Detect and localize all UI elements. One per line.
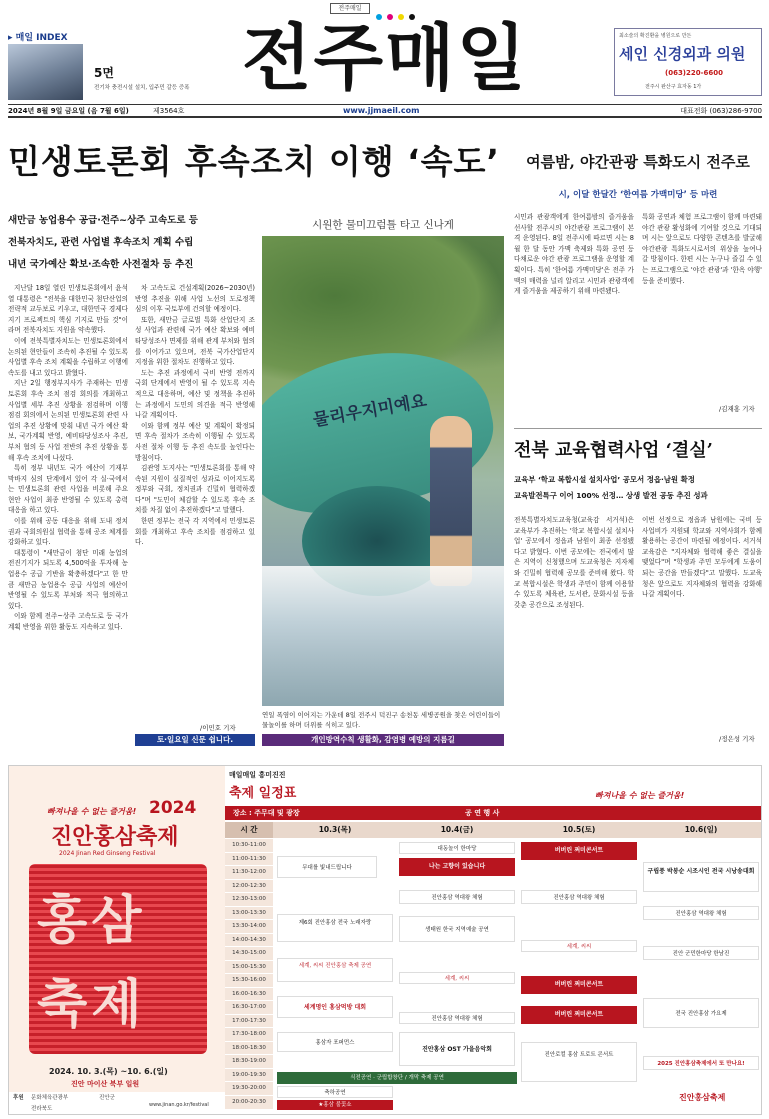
photo-title: 시원한 물미끄럼틀 타고 신나게	[312, 219, 454, 231]
date-line: 2024년 8월 9일 금요일 (음 7월 6일)	[8, 107, 129, 115]
lead-paragraph: 대통령이 "새만금이 첨단 미래 농업의 전진기지가 되도록 4,500억을 투자해 농업용수 공급 기반을 확충하겠다"고 한 만큼 새만금 농업용수 공급 사업의 예산이 반영될 수 있도록 부처와 적극 협의하고 있다.	[8, 548, 128, 610]
event-block: 세계, 씨씨	[521, 940, 637, 952]
lead-paragraph: 김관영 도지사는 "민생토론회를 통해 약속된 지원이 실질적인 성과로 이어지도록 정부와 국회, 정치권과 긴밀히 협력하겠다"며 "도민이 체감할 수 있도록 후속 조치를 차질 없이 추진하겠다"고 말했다.	[135, 464, 255, 515]
event-block: 세계, 씨씨	[399, 972, 515, 984]
side2-column-1: 전북특별자치도교육청(교육감 서거석)은 교육부가 추진하는 '학교 복합시설 설치사업' 공모에서 정읍과 남원이 최종 선정됐다고 밝혔다. 이번 공모에는 전국에서 많은 지역이 신청했으며 도교육청은 지자체와 긴밀히 협력해 공모를 준비해 왔다. 학교 복합시설은 학생과 주민이 함께 이용할 수 있도록 체육관, 도서관, 문화시설 등을 갖춘 공간으로 조성된다.	[514, 516, 634, 609]
child-figure	[430, 416, 472, 586]
schedule-header	[225, 766, 762, 806]
newspaper-title: 전주매일	[241, 16, 529, 100]
index-label-text: 매일 INDEX	[15, 33, 68, 43]
event-block: 생태원 한국 지역예술 공연	[399, 916, 515, 942]
lead-headline: 민생토론회 후속조치 이행 ‘속도’	[8, 142, 500, 181]
time-slot: 14:00-14:30	[225, 934, 273, 948]
place-bar	[225, 806, 762, 820]
time-slot: 18:00-18:30	[225, 1042, 273, 1056]
lead-column-2	[135, 283, 255, 723]
event-block: 진안홍삼 역대왕 체험	[399, 890, 515, 904]
time-slot: 15:30-16:00	[225, 974, 273, 988]
side1-byline: /김재홍 기자	[719, 405, 755, 413]
time-slot: 17:30-18:00	[225, 1028, 273, 1042]
festival-web[interactable]: www.jinan.go.kr/festival	[149, 1102, 209, 1108]
event-block: 진안 군민한마당 한남진	[643, 946, 759, 960]
health-banner: 개인방역수칙 생활화, 감염병 예방의 지름길	[262, 734, 504, 746]
top-ad[interactable]	[614, 28, 762, 96]
time-slot: 14:30-15:00	[225, 947, 273, 961]
index-box	[8, 30, 238, 102]
day-header: 10.5(토)	[562, 825, 596, 834]
poster-big-char-2: 축제	[37, 975, 146, 1035]
ear-label-box: 전주매일	[330, 3, 370, 14]
event-block: 버버린 쩌미콘서트	[521, 976, 637, 994]
schedule-head-2: 축제 일정표	[229, 786, 297, 801]
index-desc: 전기차 충전시설 설치, 입주민 갈등 증폭	[94, 85, 190, 91]
event-block: 구립풍 박봉순 시조시인 전국 시낭송대회	[643, 862, 759, 892]
lead-paragraph: 이를 위해 공동 대응을 위해 도내 정치권과 국회의원실 협력을 통해 공조 체계를 강화하고 있다.	[8, 517, 128, 547]
time-slot: 15:00-15:30	[225, 961, 273, 975]
lead-paragraph: 이에 전북특별자치도는 민생토론회에서 논의된 현안들이 조속히 추진될 수 있도록 사업별 후속 조치 계획을 수립하고 이행에 속도를 내고 있다고 밝혔다.	[8, 336, 128, 377]
weekend-notice: 토·일요일 신문 쉽니다.	[135, 734, 255, 746]
side1-box	[514, 148, 762, 418]
lead-paragraph: 또한, 새만금 글로벌 특화 산업단지 조성 사업과 관련해 국가 예산 확보와 예비타당성조사 면제를 위해 관계 부처와 협의를 이어가고 있으며, 전북 국가산업단지 지정을 위한 절차도 진행하고 있다.	[135, 315, 255, 367]
event-block: 진안홍삼 역대왕 체험	[399, 1012, 515, 1024]
time-slot: 13:00-13:30	[225, 907, 273, 921]
photo-caption: 연일 폭염이 이어지는 가운데 8일 전주시 덕진구 송천동 세병공원을 찾은 어린이들이 물놀이를 하며 더위를 식히고 있다.	[262, 711, 501, 729]
day-header: 10.3(목)	[318, 825, 352, 834]
sponsor: 후원	[13, 1095, 24, 1101]
time-slot: 12:30-13:00	[225, 893, 273, 907]
ad-clinic-name: 세인 신경외과 의원	[619, 45, 746, 63]
phone-number: 대표전화 (063)286-9700	[680, 107, 762, 115]
poster-tagline: 빠져나올 수 없는 즐거움!	[47, 807, 137, 816]
side2-headline: 전북 교육협력사업 ‘결실’	[514, 440, 713, 461]
index-page: 5면	[94, 66, 114, 80]
col-time-header: 시 간	[225, 822, 273, 838]
lead-paragraph: 이와 함께 정부 예산 및 계획이 확정되면 후속 절차가 조속히 이행될 수 있도록 사전 절차 이행 등 추진 속도를 높인다는 방침이다.	[135, 421, 255, 462]
time-slot: 19:00-19:30	[225, 1069, 273, 1083]
time-slot: 19:30-20:00	[225, 1082, 273, 1096]
index-arrow-icon: ▸	[8, 33, 16, 43]
event-block: 진안홍삼 OST 가을음악회	[399, 1032, 515, 1066]
lead-sub: 새만금 농업용수 공급·전주~상주 고속도로 등	[8, 215, 198, 226]
website-link[interactable]: www.jjmaeil.com	[343, 106, 420, 115]
event-block: 세계명인 홍삼먹방 대회	[277, 996, 393, 1018]
poster-name-en: 2024 Jinan Red Ginseng Festival	[59, 850, 156, 857]
lead-sub: 전북자치도, 관련 사업별 후속조치 계획 수립	[8, 237, 194, 248]
place-label: 장소 : 주무대 및 광장	[233, 809, 300, 817]
poster-name: 진안홍삼축제	[51, 825, 179, 850]
time-slot: 16:00-16:30	[225, 988, 273, 1002]
festival-logo: 진안홍삼축제	[679, 1093, 726, 1102]
lead-sub: 내년 국가예산 확보·조속한 사전절차 등 추진	[8, 259, 194, 270]
slide-text: 물리우지미예요	[311, 391, 429, 431]
event-block: 버버린 쩌미콘서트	[521, 842, 637, 860]
water-slide-photo	[262, 236, 504, 706]
lead-subheads	[8, 210, 258, 276]
event-block: 식전공연 · 군립합창단 / 개막 축제 공연	[277, 1072, 517, 1084]
side2-sub: 교육발전특구 이어 100% 선정… 상생 발전 공동 추진 성과	[514, 491, 708, 500]
event-block: 대동놀이 한마당	[399, 842, 515, 854]
lead-paragraph: 특히 정부 내년도 국가 예산이 기재부 막바지 심의 단계에서 있어 각 실·국에서는 민생토론회 관련 사업을 비롯해 주요 현안 사업이 최종 반영될 수 있도록 총력 대응을 하고 있다.	[8, 464, 128, 515]
time-column	[225, 839, 273, 1109]
side1-column-2: 특화 공연과 체험 프로그램이 함께 마련돼 야간 관광 활성화에 기여할 것으로 기대되며 시는 앞으로도 다양한 콘텐츠를 발굴해 야간관광 특화도시로서의 위상을 높여나갈 방침이다. 한편 시는 누구나 즐길 수 있는 프로그램으로 '야간 관광'과 '한옥 야행' 등을 준비했다.	[642, 213, 762, 285]
sponsor: 전라북도	[31, 1106, 53, 1112]
poster-venue: 진안 마이산 북부 일원	[71, 1080, 140, 1088]
masthead	[0, 0, 769, 128]
cmyk-marks	[376, 5, 436, 13]
ad-phone: (063)220-6600	[665, 69, 724, 77]
lead-paragraph: 한편 정부는 전국 각 지역에서 민생토론회를 개최하고 후속 조치를 점검하고 있다.	[135, 517, 255, 547]
time-slot: 12:00-12:30	[225, 880, 273, 894]
splash-water	[262, 566, 504, 706]
ad-address: 전주시 완산구 효자동 1가	[645, 84, 702, 90]
event-block: 진안로컬 홍삼 트로트 콘서트	[521, 1042, 637, 1082]
lead-paragraph: 차 고속도로 건설계획(2026~2030년) 반영 추진을 위해 사업 노선의 도로정책 심의 이후 국토부에 건의할 예정이다.	[135, 284, 255, 314]
lead-paragraph: 이와 함께 전주~상주 고속도로 등 국가계획 반영을 위한 활동도 지속하고 있다.	[8, 612, 128, 631]
index-label	[8, 30, 68, 43]
lead-column-1	[8, 283, 128, 723]
event-block: 나는 고향이 있습니다	[399, 858, 515, 876]
events-label: 공 연 행 사	[465, 809, 500, 817]
side2-box	[514, 428, 762, 748]
ad-top-line: 최소술의 확진환을 병원으로 만든	[619, 33, 692, 39]
event-block: 진안홍삼 역대왕 체험	[521, 890, 637, 904]
side1-headline: 여름밤, 야간관광 특화도시 전주로	[526, 153, 750, 171]
event-block: 축하공연	[277, 1086, 393, 1098]
side2-column-2: 이번 선정으로 정읍과 남원에는 국비 등 사업비가 지원돼 학교와 지역사회가 함께 활용하는 공간이 마련될 예정이다. 서거석 교육감은 "지자체와 협력해 좋은 결실을 맺었다"며 "학생과 주민 모두에게 도움이 되는 공간을 만들겠다"고 말했다. 도교육청은 앞으로도 지자체와의 협력을 강화해 나갈 계획이다.	[642, 516, 762, 599]
poster-big-char-1: 홍삼	[37, 891, 146, 951]
event-block: 2025 진안홍삼축제에서 또 만나요!	[643, 1056, 759, 1070]
event-block: 무대를 빛내드립니다	[277, 856, 377, 878]
event-block: 제6회 진안홍삼 전국 노래자랑	[277, 914, 393, 942]
day-header: 10.4(금)	[440, 825, 474, 834]
schedule-head-1: 매일매일 흥미진진	[229, 771, 286, 779]
time-slot: 13:30-14:00	[225, 920, 273, 934]
dateline-bar	[8, 104, 762, 118]
side1-sub: 시, 이달 한달간 ‘한여름 가맥미당’ 등 마련	[558, 190, 718, 200]
time-slot: 17:00-17:30	[225, 1015, 273, 1029]
event-block: ★홍삼 불꽃쇼	[277, 1100, 393, 1110]
lead-paragraph: 지난 2일 행정부지사가 주재하는 민생토론회 후속 조치 점검 회의를 개최하고 사업별 세부 추진 상황을 점검하며 이행 점검 회의에서 논의된 민생토론회 관련 사업의 추진 상황에 맞춰 내년 국가 예산 확보, 국가계획 반영, 예비타당성조사 추진, 부처 협의 등 사업 전반의 추진 상황을 통해 후속 조치에 나섰다.	[8, 379, 128, 462]
time-slot: 16:30-17:00	[225, 1001, 273, 1015]
lead-byline: /이민호 기자	[200, 724, 236, 732]
day-header: 10.6(일)	[684, 825, 718, 834]
lead-paragraph: 도는 추진 과정에서 국비 반영 전까지 국회 단계에서 반영이 될 수 있도록 지속적으로 대응하며, 예산 및 정책을 추진하는 과정에서 도민의 의견을 적극 반영해 나갈 계획이다.	[135, 368, 255, 420]
time-slot: 10:30-11:00	[225, 839, 273, 853]
issue-number: 제3564호	[153, 107, 185, 115]
time-slot: 11:30-12:00	[225, 866, 273, 880]
side1-column-1: 시민과 관광객에게 한여름밤의 즐거움을 선사할 전주시의 야간관광 프로그램이 본격 운영된다. 8일 전주시에 따르면 시는 8월 한 달 동안 가맥 축제와 특화 공연 등 다채로운 야간 관광 프로그램을 운영할 계획이다. 특히 '한여름 가맥미당'은 전주 가맥의 매력을 널리 알리고 시민과 관광객에게 즐거움을 제공하기 위해 마련됐다.	[514, 213, 634, 296]
side2-byline: /정은성 기자	[719, 735, 755, 743]
poster-year: 2024	[149, 798, 197, 818]
poster-dates: 2024. 10. 3.(목) ~10. 6.(일)	[49, 1067, 168, 1076]
event-block: 전국 진안홍삼 가요제	[643, 998, 759, 1028]
schedule-tagline: 빠져나올 수 없는 즐거움!	[595, 791, 685, 800]
schedule-day-row	[225, 822, 762, 838]
event-block: 홍삼자 포퍼먼스	[277, 1032, 393, 1052]
time-slot: 11:00-11:30	[225, 853, 273, 867]
event-block: 버버린 쩌미콘서트	[521, 1006, 637, 1024]
time-slot: 18:30-19:00	[225, 1055, 273, 1069]
event-block: 진안홍삼 역대왕 체험	[643, 906, 759, 920]
side2-sub: 교육부 ‘학교 복합시설 설치사업’ 공모서 정읍·남원 확정	[514, 475, 695, 484]
festival-ad[interactable]	[8, 765, 762, 1115]
sponsor: 진안군	[99, 1095, 115, 1101]
festival-poster	[9, 766, 225, 1115]
lead-paragraph: 지난달 18일 열린 민생토론회에서 윤석열 대통령은 "전북을 대한민국 첨단산업의 전략적 교두보로 키우고, 대한민국 경제다지기 프로젝트의 핵심 기지로 만들 것"이라며 전북자치도 지원을 약속했다.	[8, 284, 128, 335]
index-thumbnail	[8, 44, 83, 100]
event-block: 세계, 씨씨 진안홍삼 축제 공연	[277, 958, 393, 982]
time-slot: 20:00-20:30	[232, 1098, 266, 1105]
sponsor: 문화체육관광부	[31, 1095, 69, 1101]
